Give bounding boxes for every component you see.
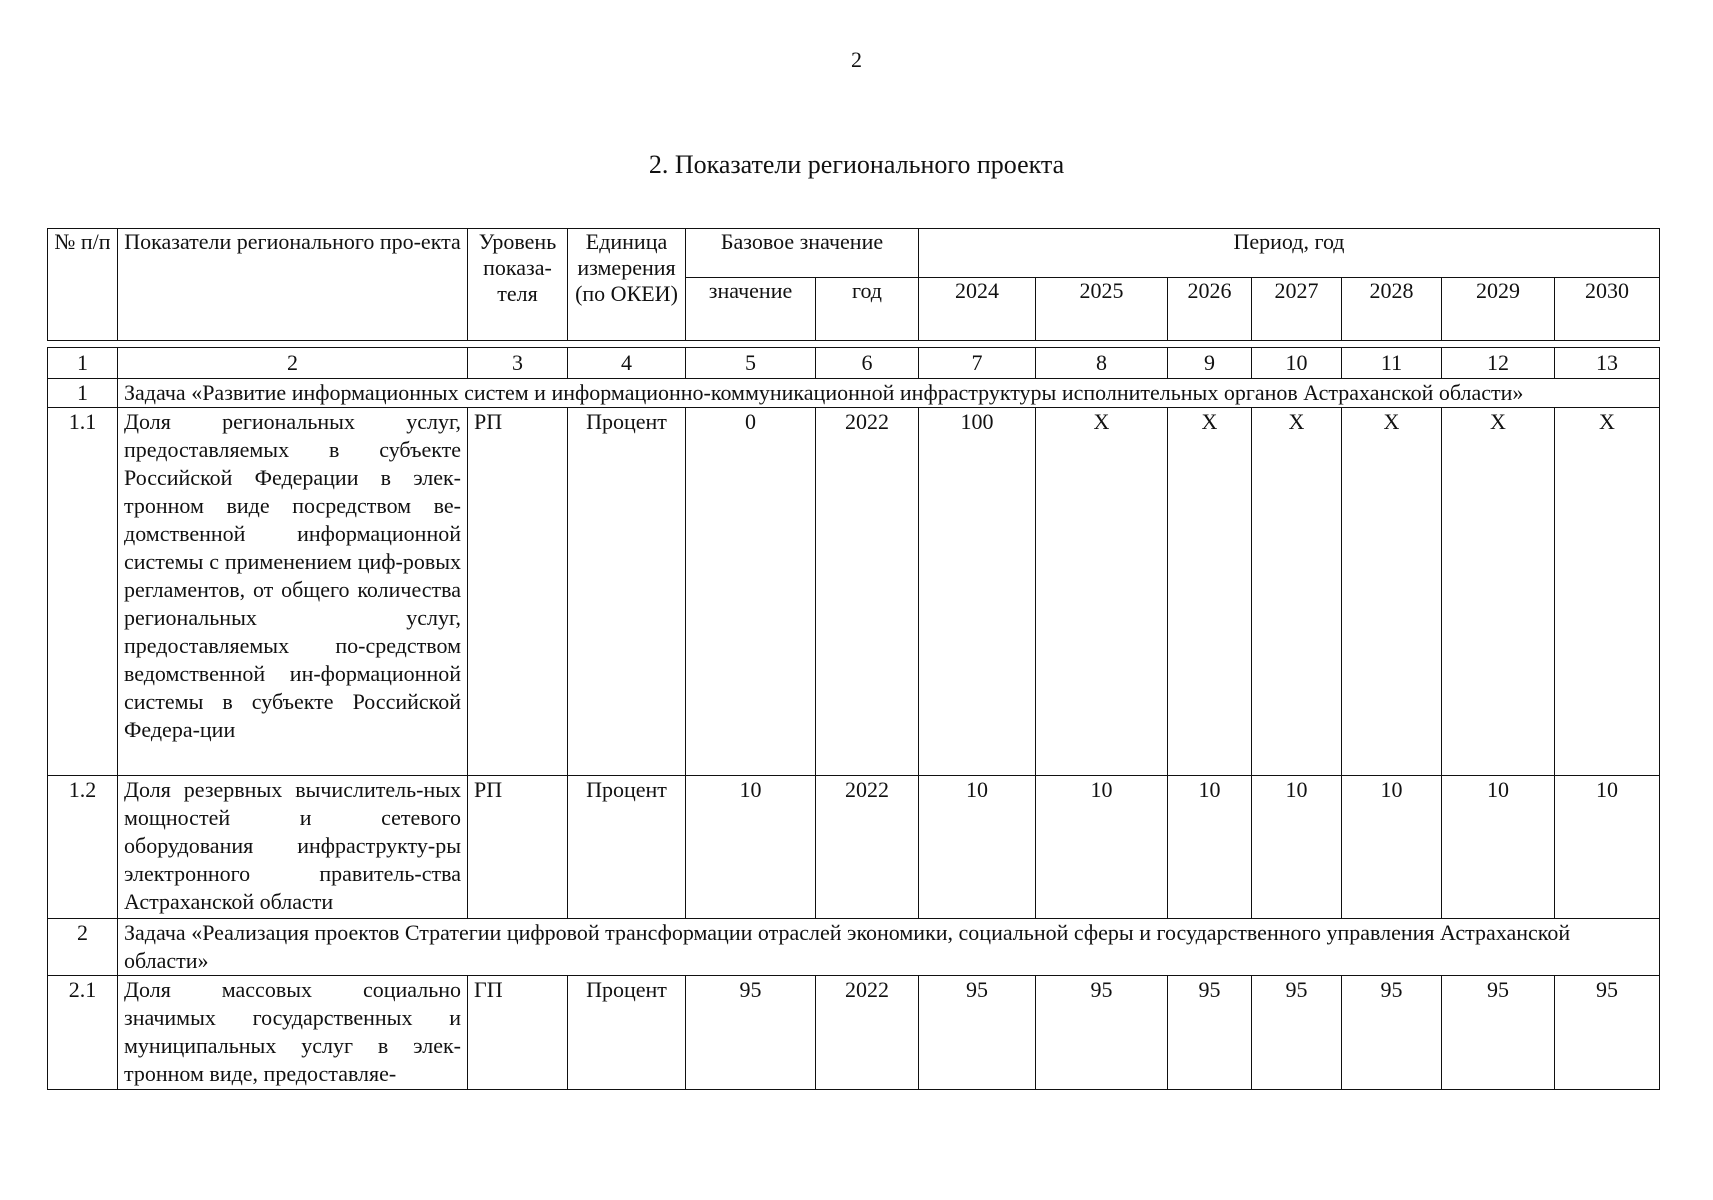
indicator-row xyxy=(48,976,1660,1090)
task-row xyxy=(48,919,1660,976)
col-number: 7 xyxy=(919,348,1036,379)
value-2025: 95 xyxy=(1036,976,1168,1090)
header-year-2026: 2026 xyxy=(1168,278,1252,341)
base-year: 2022 xyxy=(816,776,919,919)
indicator-unit: Процент xyxy=(568,776,686,919)
column-number-row xyxy=(48,348,1660,379)
header-year-2029: 2029 xyxy=(1442,278,1555,341)
header-year-2030: 2030 xyxy=(1555,278,1660,341)
value-2028: Х xyxy=(1342,408,1442,776)
col-number: 13 xyxy=(1555,348,1660,379)
col-number: 9 xyxy=(1168,348,1252,379)
value-2027: 10 xyxy=(1252,776,1342,919)
indicator-level: ГП xyxy=(468,976,568,1090)
value-2029: Х xyxy=(1442,408,1555,776)
header-year-2028: 2028 xyxy=(1342,278,1442,341)
indicator-name: Доля массовых социально значимых государственных и муниципальных услуг в элек-тронном виде, предоставляе- xyxy=(118,976,468,1090)
indicator-row xyxy=(48,408,1660,776)
base-value: 10 xyxy=(686,776,816,919)
row-number: 1.1 xyxy=(48,408,118,776)
value-2026: Х xyxy=(1168,408,1252,776)
value-2028: 95 xyxy=(1342,976,1442,1090)
col-number: 1 xyxy=(48,348,118,379)
indicator-row xyxy=(48,776,1660,919)
task-row xyxy=(48,379,1660,408)
header-indicator: Показатели регионального про-екта xyxy=(118,229,468,341)
indicator-unit: Процент xyxy=(568,408,686,776)
indicator-name: Доля региональных услуг, предоставляемых в субъекте Российской Федерации в элек-тронном виде посредством ве-домственной информационной системы с применением циф-ровых регламентов, от общего количества региональных услуг, предоставляемых по-средством ведомственной ин-формационной системы в субъекте Российской Федера-ции xyxy=(118,408,468,776)
base-value: 95 xyxy=(686,976,816,1090)
header-level: Уровень показа-теля xyxy=(468,229,568,341)
col-number: 8 xyxy=(1036,348,1168,379)
value-2030: Х xyxy=(1555,408,1660,776)
value-2029: 95 xyxy=(1442,976,1555,1090)
indicator-unit: Процент xyxy=(568,976,686,1090)
value-2025: Х xyxy=(1036,408,1168,776)
section-title: 2. Показатели регионального проекта xyxy=(648,150,1065,179)
value-2030: 95 xyxy=(1555,976,1660,1090)
col-number: 2 xyxy=(118,348,468,379)
value-2027: Х xyxy=(1252,408,1342,776)
value-2024: 10 xyxy=(919,776,1036,919)
header-base-year: год xyxy=(816,278,919,341)
value-2028: 10 xyxy=(1342,776,1442,919)
base-year: 2022 xyxy=(816,976,919,1090)
col-number: 4 xyxy=(568,348,686,379)
task-text: Задача «Развитие информационных систем и информационно-коммуникационной инфраструктуры исполнительных органов Астраханской области» xyxy=(118,379,1660,408)
col-number: 12 xyxy=(1442,348,1555,379)
value-2029: 10 xyxy=(1442,776,1555,919)
header-unit: Единица измерения (по ОКЕИ) xyxy=(568,229,686,341)
value-2027: 95 xyxy=(1252,976,1342,1090)
indicator-level: РП xyxy=(468,776,568,919)
header-row xyxy=(48,229,1660,278)
header-no: № п/п xyxy=(48,229,118,341)
header-gap xyxy=(48,341,1660,348)
header-base-value: значение xyxy=(686,278,816,341)
col-number: 3 xyxy=(468,348,568,379)
task-text: Задача «Реализация проектов Стратегии цифровой трансформации отраслей экономики, социальной сферы и государственного управления Астраханской области» xyxy=(118,919,1660,976)
col-number: 11 xyxy=(1342,348,1442,379)
value-2024: 100 xyxy=(919,408,1036,776)
col-number: 6 xyxy=(816,348,919,379)
header-period: Период, год xyxy=(919,229,1660,278)
value-2030: 10 xyxy=(1555,776,1660,919)
header-year-2025: 2025 xyxy=(1036,278,1168,341)
indicator-name: Доля резервных вычислитель-ных мощностей и сетевого оборудования инфраструкту-ры электронного правитель-ства Астраханской области xyxy=(118,776,468,919)
header-year-2027: 2027 xyxy=(1252,278,1342,341)
base-year: 2022 xyxy=(816,408,919,776)
task-number: 1 xyxy=(48,379,118,408)
indicator-level: РП xyxy=(468,408,568,776)
header-base: Базовое значение xyxy=(686,229,919,278)
page-number: 2 xyxy=(851,47,862,72)
row-number: 2.1 xyxy=(48,976,118,1090)
row-number: 1.2 xyxy=(48,776,118,919)
value-2024: 95 xyxy=(919,976,1036,1090)
header-year-2024: 2024 xyxy=(919,278,1036,341)
col-number: 5 xyxy=(686,348,816,379)
value-2025: 10 xyxy=(1036,776,1168,919)
value-2026: 95 xyxy=(1168,976,1252,1090)
task-number: 2 xyxy=(48,919,118,976)
col-number: 10 xyxy=(1252,348,1342,379)
indicators-table xyxy=(47,228,1660,1090)
value-2026: 10 xyxy=(1168,776,1252,919)
base-value: 0 xyxy=(686,408,816,776)
